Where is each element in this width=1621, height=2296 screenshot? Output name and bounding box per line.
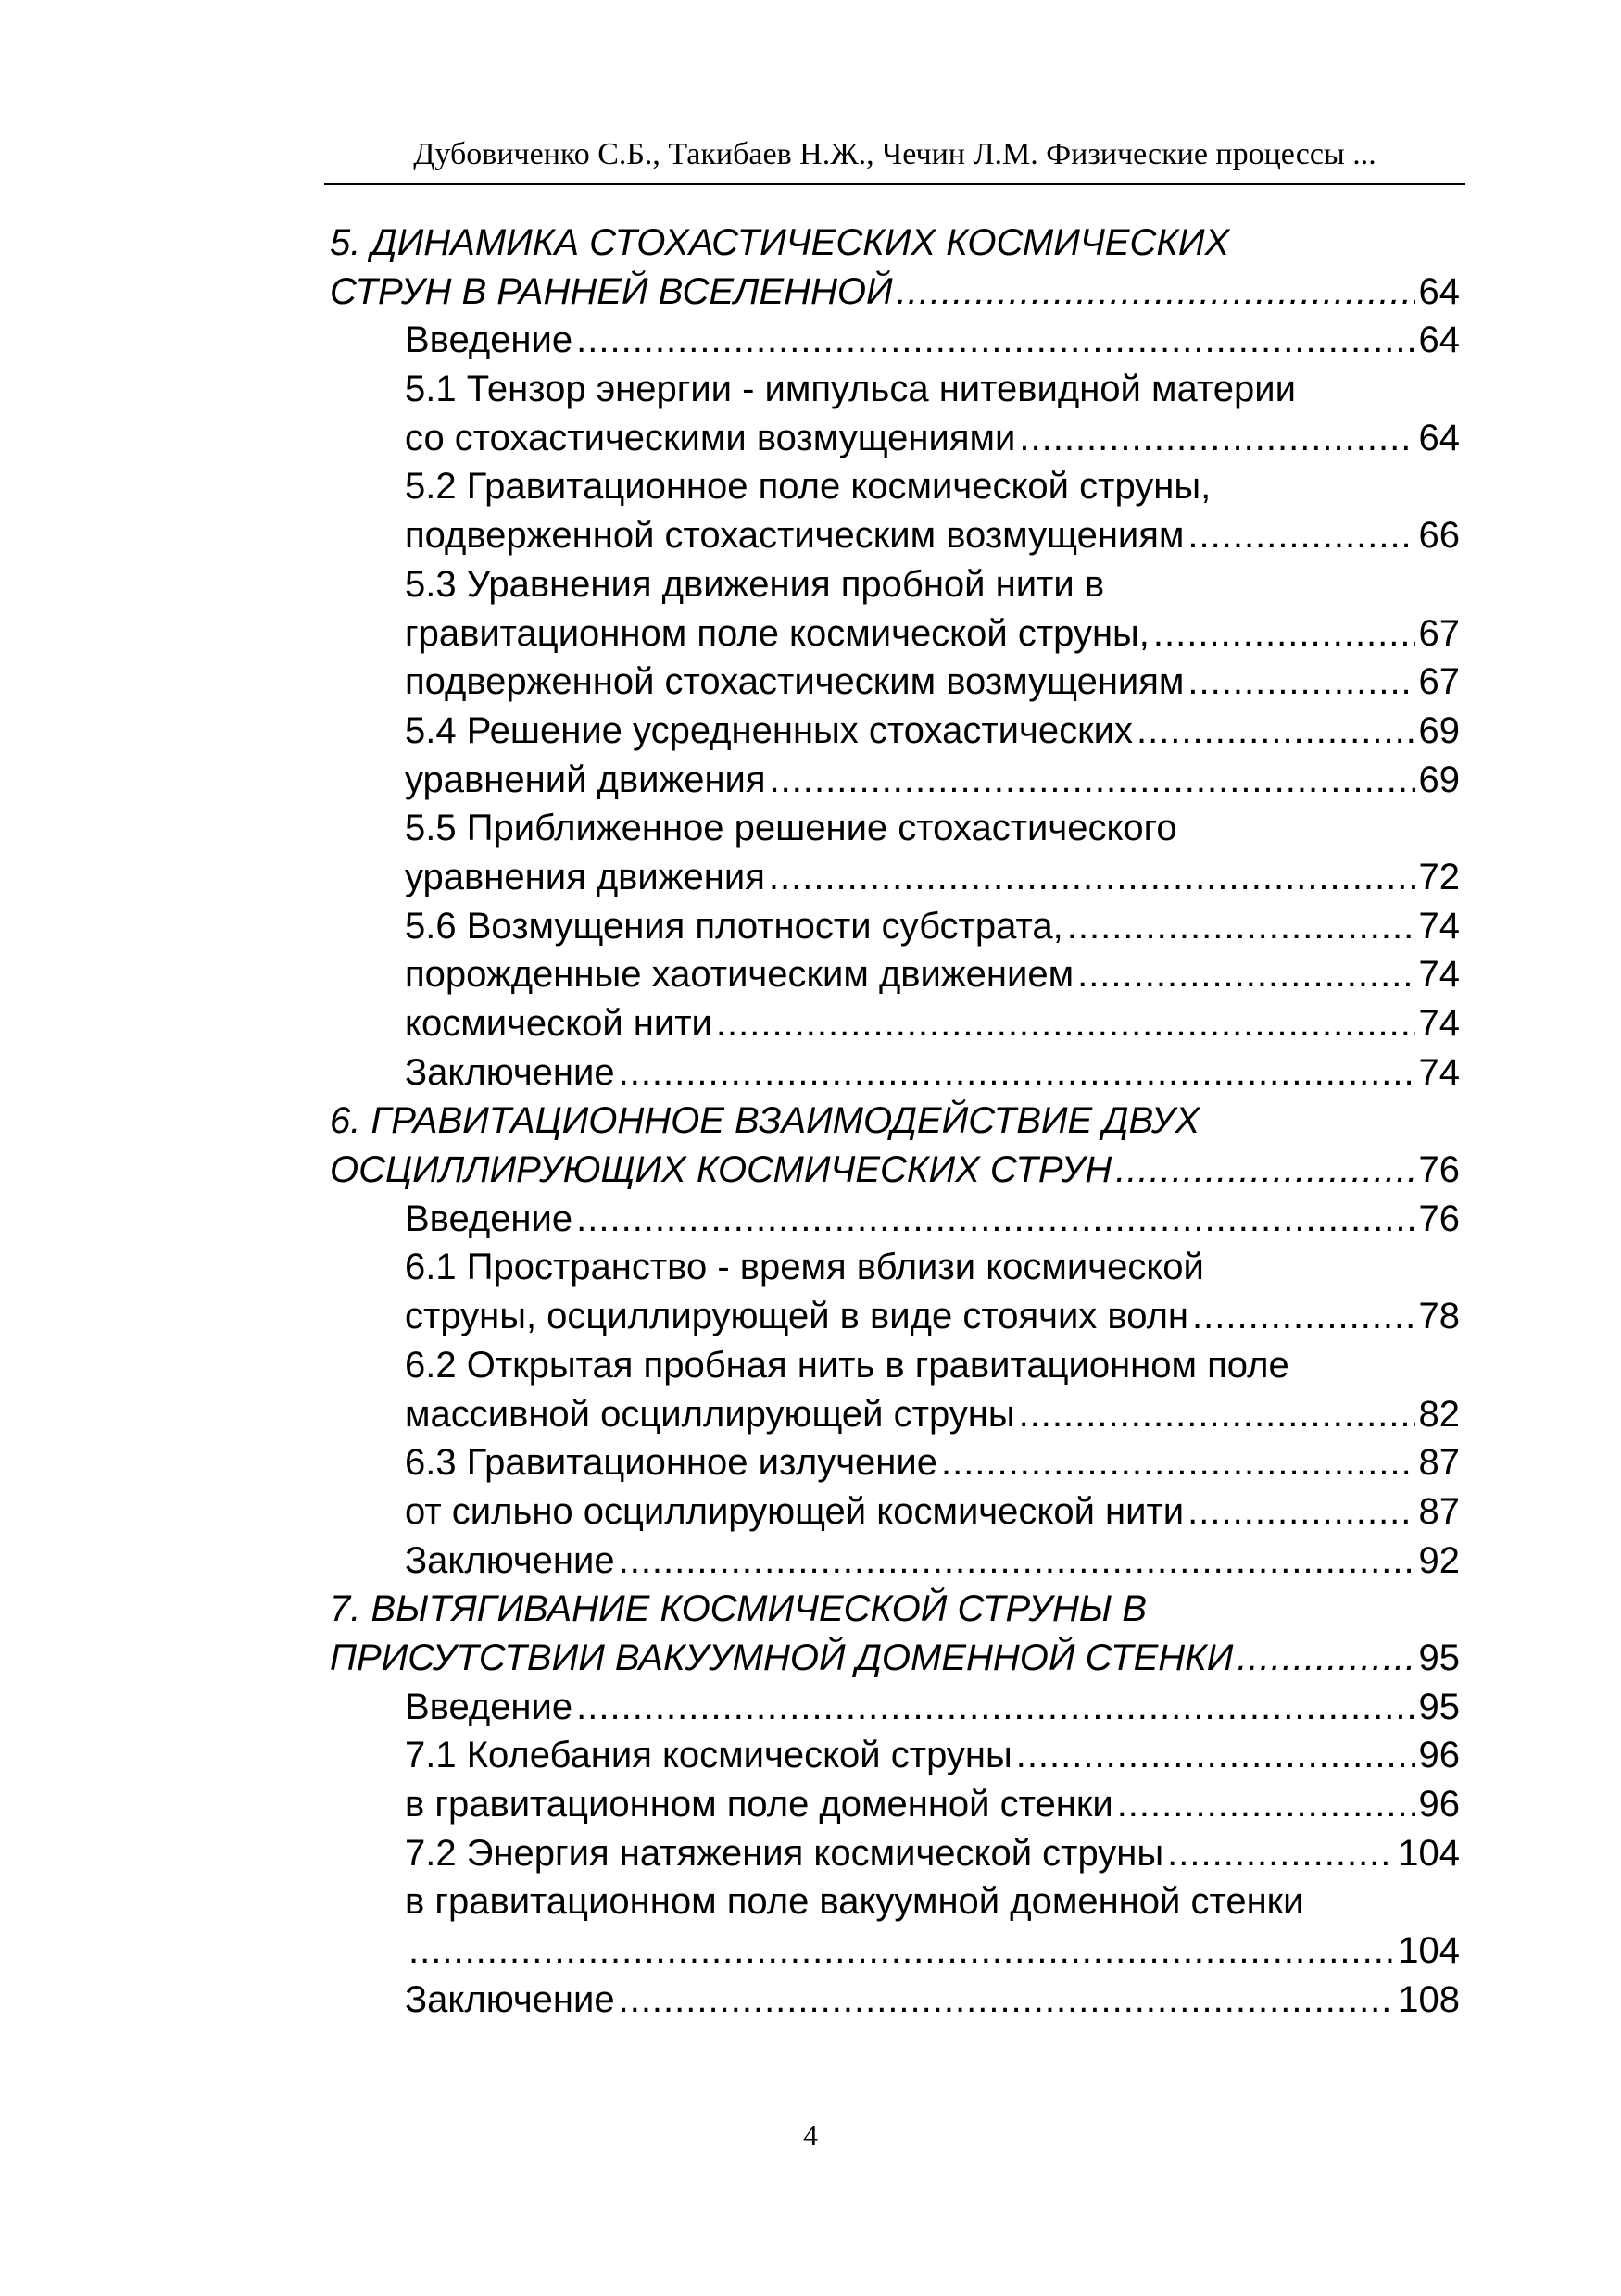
toc-section-line [330,999,1460,1048]
toc-dot-leader [1187,658,1414,707]
table-of-contents [330,219,1460,2024]
toc-entry-title: 6.1 Пространство - время вблизи космической [405,1247,1204,1288]
toc-section-line [330,1487,1460,1537]
toc-section-line [330,1976,1460,2025]
running-header: Дубовиченко С.Б., Такибаев Н.Ж., Чечин Л.М. Физические процессы ... [413,137,1376,171]
toc-chapter-line [330,219,1460,268]
toc-entry-title: 6.2 Открытая пробная нить в гравитационном поле [405,1344,1289,1386]
toc-chapter-line [330,1097,1460,1146]
toc-chapter-line [330,1585,1460,1634]
toc-page-number: 72 [1418,856,1460,897]
toc-dot-leader [619,1048,1415,1098]
toc-dot-leader [576,1683,1414,1732]
toc-page-number: 92 [1418,1539,1460,1581]
toc-section-line [330,462,1460,511]
toc-entry-title: в гравитационном поле вакуумной доменной стенки [405,1881,1304,1923]
toc-page-number: 82 [1418,1393,1460,1435]
toc-dot-leader [716,999,1415,1048]
toc-entry-title: 5.1 Тензор энергии - импульса нитевидной материи [405,369,1296,410]
toc-section-line [330,1438,1460,1487]
toc-dot-leader [1237,1634,1414,1683]
toc-section-line [330,609,1460,659]
toc-entry-title: порожденные хаотическим движением [405,954,1074,996]
toc-page-number: 96 [1418,1735,1460,1776]
toc-entry-title: 5.5 Приближенное решение стохастического [405,808,1177,849]
toc-dot-leader [1187,511,1414,560]
toc-dot-leader [1067,902,1415,951]
toc-entry-title: Введение [405,320,573,361]
toc-section-line [330,511,1460,560]
toc-section-line [330,1926,1460,1976]
toc-page-number: 69 [1418,709,1460,751]
toc-section-line [330,1877,1460,1926]
toc-page-number: 69 [1418,759,1460,800]
toc-page-number: 108 [1398,1978,1460,2020]
toc-section-line [330,414,1460,463]
toc-dot-leader [941,1438,1415,1487]
toc-section-line [330,365,1460,414]
page-number: 4 [803,2118,818,2152]
toc-page-number: 64 [1418,320,1460,361]
toc-section-line [330,1780,1460,1829]
toc-dot-leader [1137,707,1415,756]
toc-page-number: 76 [1418,1198,1460,1239]
toc-page-number: 67 [1418,661,1460,703]
toc-entry-title: 5.3 Уравнения движения пробной нити в [405,563,1105,605]
toc-entry-title: массивной осциллирующей струны [405,1393,1015,1435]
toc-section-line [330,560,1460,609]
toc-section-line [330,707,1460,756]
toc-entry-title: Заключение [405,1051,615,1093]
toc-section-line [330,1683,1460,1732]
toc-page-number: 96 [1418,1784,1460,1825]
toc-dot-leader [769,853,1415,902]
toc-section-line [330,853,1460,902]
toc-entry-title: 7.1 Колебания космической струны [405,1735,1012,1776]
toc-dot-leader [1016,1731,1415,1780]
toc-entry-title: 7.2 Энергия натяжения космической струны [405,1832,1164,1874]
toc-dot-leader [1192,1292,1415,1341]
toc-section-line [330,1292,1460,1341]
toc-page-number: 74 [1418,905,1460,947]
toc-entry-title: в гравитационном поле доменной стенки [405,1784,1113,1825]
toc-chapter-line [330,1146,1460,1195]
toc-entry-title: уравнений движения [405,759,766,800]
toc-section-line [330,950,1460,999]
toc-dot-leader [1115,1146,1414,1195]
toc-dot-leader [770,756,1415,805]
toc-entry-title: 5.6 Возмущения плотности субстрата, [405,905,1063,947]
toc-dot-leader [576,316,1414,365]
toc-dot-leader [897,268,1415,317]
toc-entry-title: 6.3 Гравитационное излучение [405,1442,937,1484]
toc-section-line [330,902,1460,951]
toc-section-line [330,756,1460,805]
toc-entry-title: Введение [405,1198,573,1239]
toc-section-line [330,1341,1460,1390]
toc-entry-title: подверженной стохастическим возмущениям [405,515,1185,557]
toc-entry-title: струны, осциллирующей в виде стоячих волн [405,1296,1188,1337]
toc-page-number: 67 [1418,612,1460,654]
toc-page-number: 74 [1418,954,1460,996]
toc-section-line [330,1537,1460,1586]
toc-page-number: 64 [1418,270,1460,312]
toc-entry-title: гравитационном поле космической струны, [405,612,1150,654]
toc-section-line [330,658,1460,707]
header-rule [324,183,1465,185]
toc-entry-title: СТРУН В РАННЕЙ ВСЕЛЕННОЙ [330,270,893,312]
toc-section-line [330,1048,1460,1098]
toc-page-number: 66 [1418,515,1460,557]
toc-chapter-line [330,268,1460,317]
toc-entry-title: 5. ДИНАМИКА СТОХАСТИЧЕСКИХ КОСМИЧЕСКИХ [330,222,1230,263]
toc-page-number: 87 [1418,1490,1460,1532]
toc-page-number: 74 [1418,1051,1460,1093]
toc-page-number: 104 [1398,1930,1460,1972]
toc-dot-leader [408,1926,1394,1976]
toc-entry-title: от сильно осциллирующей космической нити [405,1490,1185,1532]
toc-page-number: 76 [1418,1149,1460,1191]
toc-dot-leader [619,1976,1395,2025]
toc-page-number: 64 [1418,417,1460,458]
toc-section-line [330,1829,1460,1878]
toc-entry-title: 5.2 Гравитационное поле космической струны, [405,466,1212,508]
toc-page-number: 78 [1418,1296,1460,1337]
toc-dot-leader [1153,609,1415,659]
toc-section-line [330,316,1460,365]
toc-dot-leader [1019,414,1414,463]
toc-dot-leader [1167,1829,1394,1878]
toc-entry-title: ОСЦИЛЛИРУЮЩИХ КОСМИЧЕСКИХ СТРУН [330,1149,1112,1191]
toc-page-number: 104 [1398,1832,1460,1874]
toc-entry-title: 5.4 Решение усредненных стохастических [405,709,1133,751]
toc-page-number: 87 [1418,1442,1460,1484]
toc-dot-leader [1187,1487,1414,1537]
toc-dot-leader [1077,950,1414,999]
toc-entry-title: Введение [405,1686,573,1727]
toc-section-line [330,1731,1460,1780]
toc-entry-title: уравнения движения [405,856,765,897]
toc-entry-title: Заключение [405,1978,615,2020]
toc-entry-title: космической нити [405,1003,712,1044]
toc-dot-leader [1117,1780,1415,1829]
toc-chapter-line [330,1634,1460,1683]
toc-section-line [330,1243,1460,1292]
toc-section-line [330,1195,1460,1244]
toc-entry-title: 7. ВЫТЯГИВАНИЕ КОСМИЧЕСКОЙ СТРУНЫ В [330,1588,1148,1630]
toc-section-line [330,1390,1460,1439]
toc-entry-title: ПРИСУТСТВИИ ВАКУУМНОЙ ДОМЕННОЙ СТЕНКИ [330,1637,1234,1678]
toc-page-number: 95 [1418,1686,1460,1727]
toc-dot-leader [619,1537,1415,1586]
toc-entry-title: со стохастическими возмущениями [405,417,1016,458]
toc-entry-title: Заключение [405,1539,615,1581]
toc-dot-leader [1019,1390,1415,1439]
toc-page-number: 95 [1418,1637,1460,1678]
toc-entry-title: 6. ГРАВИТАЦИОННОЕ ВЗАИМОДЕЙСТВИЕ ДВУХ [330,1100,1200,1142]
toc-entry-title: подверженной стохастическим возмущениям [405,661,1185,703]
toc-page-number: 74 [1418,1003,1460,1044]
toc-section-line [330,804,1460,853]
toc-dot-leader [576,1195,1414,1244]
